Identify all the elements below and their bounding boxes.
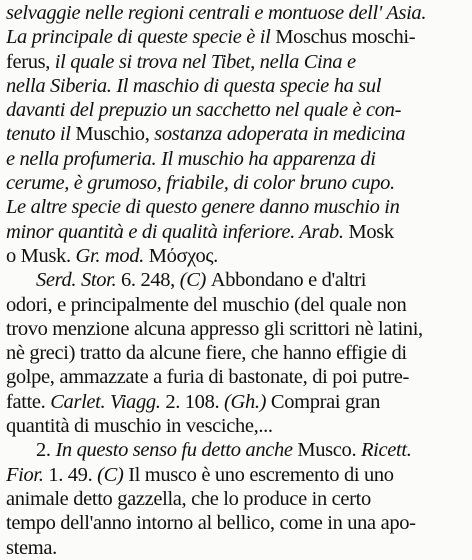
text-run: 1. 49. xyxy=(48,463,98,486)
text-run: Μόσχος. xyxy=(148,244,218,267)
text-run: Muschio, xyxy=(75,123,155,146)
text-run: Mosk xyxy=(348,220,394,243)
text-line xyxy=(6,293,466,317)
entry-text-block xyxy=(6,1,466,560)
text-line xyxy=(6,1,466,25)
italic-text-run: Ricett. xyxy=(361,439,412,462)
text-line xyxy=(6,98,466,122)
text-line xyxy=(6,74,466,98)
text-run: 6. 248, xyxy=(121,269,180,292)
italic-text-run: La principale di queste specie è il xyxy=(6,26,276,49)
text-run: trovo menzione alcuna appresso gli scrittori nè latini, xyxy=(6,317,423,340)
text-run: quantità di muschio in vesciche,... xyxy=(6,415,273,438)
text-line xyxy=(6,25,466,49)
text-line xyxy=(6,317,466,341)
text-line xyxy=(6,147,466,171)
italic-text-run: minor quantità e di qualità inferiore. Arab. xyxy=(6,220,349,243)
text-line xyxy=(6,438,466,462)
text-run: Comprai gran xyxy=(270,390,380,413)
italic-text-run: cerume, è grumoso, friabile, di color bruno cupo. xyxy=(6,172,395,195)
text-run: Abbondano e d'altri xyxy=(210,269,367,292)
text-run: animale detto gazzella, che lo produce in certo xyxy=(6,487,371,510)
italic-text-run: sostanza adoperata in medicina xyxy=(154,123,406,146)
text-run: nè greci) tratto da alcune fiere, che hanno effigie di xyxy=(6,342,407,365)
text-line xyxy=(6,463,466,487)
text-run: ferus, xyxy=(6,50,55,73)
text-line xyxy=(6,511,466,535)
text-run: tempo dell'anno intorno al bellico, come in una apo- xyxy=(6,512,416,535)
text-run: Il musco è uno escremento di uno xyxy=(128,463,394,486)
italic-text-run: selvaggie nelle regioni centrali e montuose dell' Asia. xyxy=(6,2,427,24)
text-run: Musco. xyxy=(297,439,361,462)
text-line xyxy=(6,50,466,74)
text-line xyxy=(6,268,466,292)
text-line xyxy=(6,244,466,268)
text-run: golpe, ammazzate a furia di bastonate, di poi putre- xyxy=(6,366,410,389)
italic-text-run: Le altre specie di questo genere danno muschio in xyxy=(6,196,400,219)
italic-text-run: davanti del prepuzio un sacchetto nel quale è con- xyxy=(6,99,402,122)
text-run: 2. xyxy=(36,439,56,462)
italic-text-run: tenuto il xyxy=(6,123,76,146)
italic-text-run: nella Siberia. Il maschio di questa specie ha sul xyxy=(6,74,382,97)
text-run: odori, e principalmente del muschio (del quale non xyxy=(6,293,407,316)
italic-text-run: (C) xyxy=(97,463,129,486)
text-line xyxy=(6,365,466,389)
text-run: fatte. xyxy=(6,390,51,413)
italic-text-run: il quale si trova nel Tibet, nella Cina e xyxy=(54,50,356,73)
text-line xyxy=(6,341,466,365)
text-run: 2. 108. xyxy=(165,390,225,413)
italic-text-run: e nella profumeria. Il muschio ha apparenza di xyxy=(6,147,376,170)
italic-text-run: Serd. Stor. xyxy=(36,269,122,292)
text-line xyxy=(6,195,466,219)
text-run: Moschus moschi- xyxy=(275,26,416,49)
italic-text-run: (Gh.) xyxy=(224,390,271,413)
text-run: o Musk. xyxy=(6,244,76,267)
text-line xyxy=(6,220,466,244)
text-line xyxy=(6,171,466,195)
italic-text-run: Fior. xyxy=(6,463,49,486)
text-line xyxy=(6,536,466,560)
italic-text-run: (C) xyxy=(179,269,211,292)
text-line xyxy=(6,414,466,438)
text-line xyxy=(6,390,466,414)
italic-text-run: In questo senso fu detto anche xyxy=(55,439,298,462)
text-line xyxy=(6,122,466,146)
text-line xyxy=(6,487,466,511)
italic-text-run: Carlet. Viagg. xyxy=(50,390,166,413)
text-run: stema. xyxy=(6,536,57,559)
italic-text-run: Gr. mod. xyxy=(75,244,149,267)
